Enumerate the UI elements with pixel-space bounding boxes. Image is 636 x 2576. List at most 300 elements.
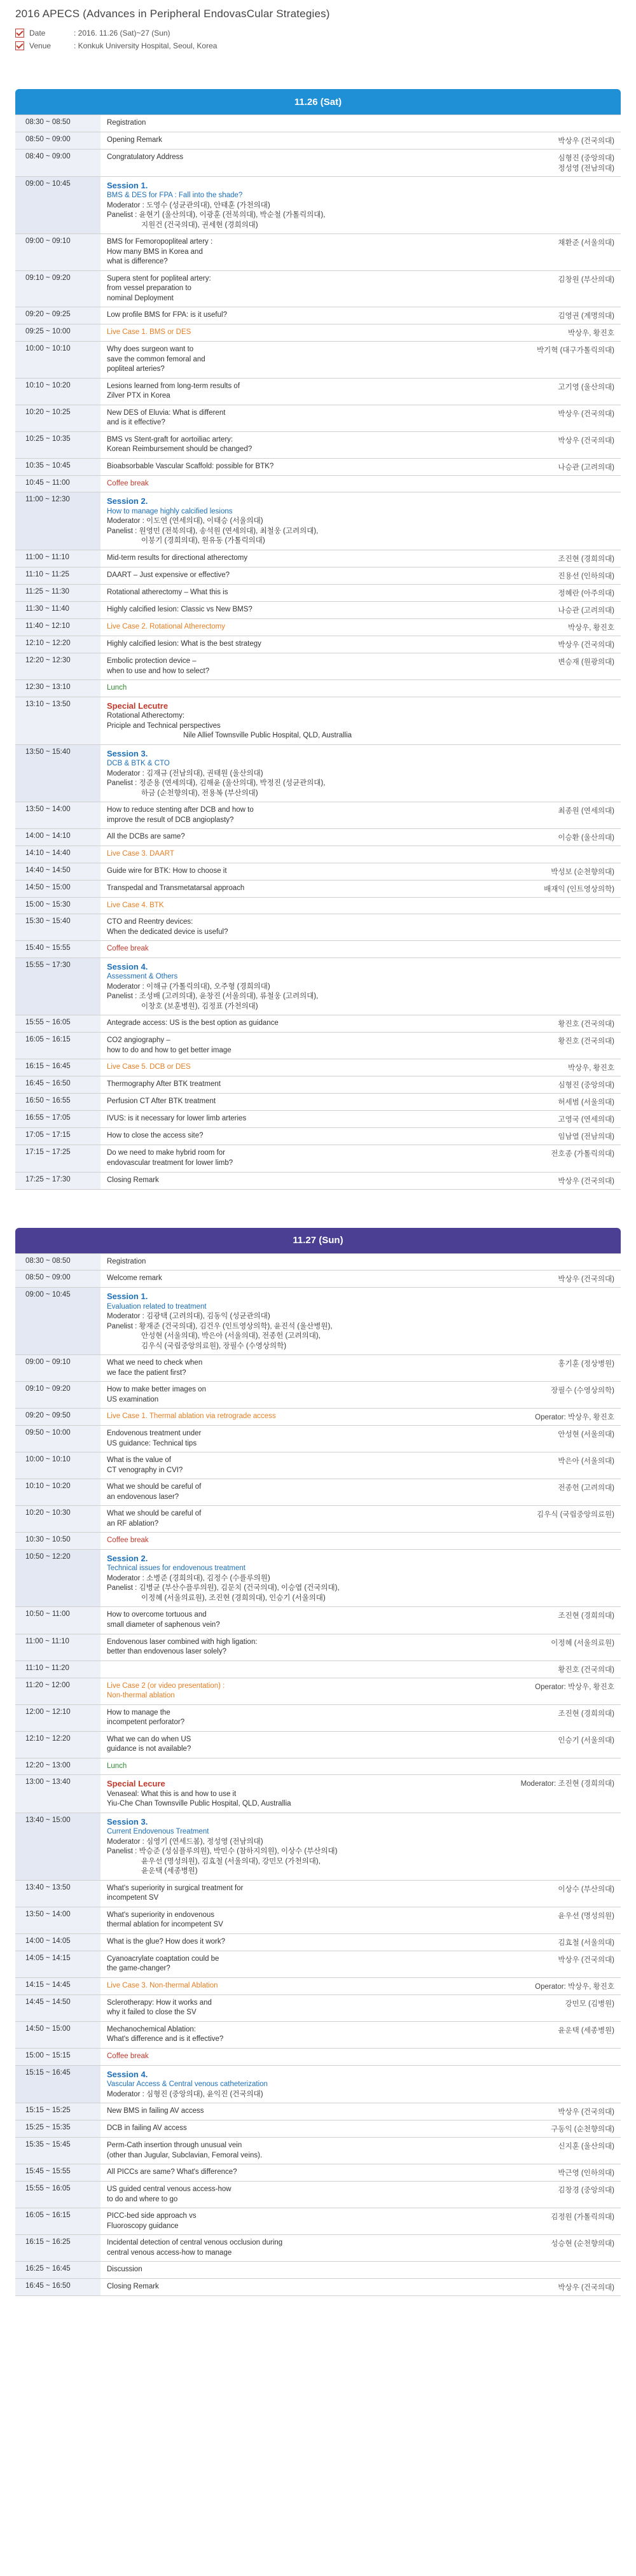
schedule-row	[15, 1271, 621, 1288]
speaker-line: 박상우 (건국의대)	[558, 1956, 614, 1964]
schedule-row	[15, 1452, 621, 1479]
row-content	[100, 150, 513, 176]
row-speaker	[513, 307, 621, 324]
session-subtitle: Vascular Access & Central venous catheterization	[107, 2080, 268, 2089]
row-speaker	[513, 1409, 621, 1425]
row-time: 16:15 ~ 16:45	[15, 1059, 100, 1076]
schedule-row	[15, 602, 621, 619]
row-time: 11:00 ~ 11:10	[15, 1634, 100, 1660]
row-speaker	[513, 602, 621, 618]
row-text-line: nominal Deployment	[107, 294, 174, 302]
row-text-line: Moderator : 심형진 (중앙의대), 윤익진 (건국의대)	[107, 2090, 263, 2098]
row-text-line: Mechanochemical Ablation:	[107, 2025, 196, 2033]
row-content	[100, 653, 513, 679]
row-content	[100, 567, 513, 584]
row-time: 10:35 ~ 10:45	[15, 459, 100, 475]
speaker-line: 심형진 (중앙의대)	[558, 154, 614, 162]
row-text-line: Live Case 2. Rotational Atherectomy	[107, 622, 226, 630]
row-speaker	[513, 2279, 621, 2295]
row-speaker	[513, 1732, 621, 1758]
row-time: 15:00 ~ 15:30	[15, 898, 100, 914]
row-speaker	[513, 1426, 621, 1452]
session-title: Session 3.	[107, 1816, 148, 1827]
row-time: 13:50 ~ 14:00	[15, 802, 100, 828]
row-time: 09:00 ~ 10:45	[15, 1288, 100, 1354]
row-text-line: we face the patient first?	[107, 1368, 186, 1377]
row-text-line: an endovenous laser?	[107, 1493, 179, 1501]
schedule-row	[15, 2262, 621, 2279]
row-text-line: CT venography in CVI?	[107, 1466, 183, 1474]
row-text-line: Incidental detection of central venous occlusion during	[107, 2239, 283, 2247]
row-speaker	[513, 1288, 621, 1354]
row-time: 15:30 ~ 15:40	[15, 914, 100, 940]
row-text-line: How to reduce stenting after DCB and how to	[107, 806, 254, 814]
schedule-row	[15, 324, 621, 342]
row-speaker	[513, 1995, 621, 2021]
row-time: 14:00 ~ 14:05	[15, 1934, 100, 1951]
row-content	[100, 492, 513, 550]
schedule-row	[15, 1661, 621, 1678]
row-content	[100, 177, 513, 234]
row-content	[100, 680, 513, 697]
row-time: 08:30 ~ 08:50	[15, 115, 100, 132]
row-time: 11:10 ~ 11:25	[15, 567, 100, 584]
row-text-line: Non-thermal ablation	[107, 1692, 175, 1700]
row-content	[100, 2262, 513, 2278]
row-text-line: What is the glue? How does it work?	[107, 1937, 226, 1946]
row-text-line: What we need to check when	[107, 1359, 203, 1367]
row-content	[100, 271, 513, 307]
page-title: 2016 APECS (Advances in Peripheral EndovasCular Strategies)	[15, 8, 330, 20]
row-content	[100, 2279, 513, 2295]
row-content	[100, 585, 513, 601]
row-text-line: 하금 (순천향의대), 전용복 (부산의대)	[141, 789, 258, 797]
row-text-line: Live Case 1. BMS or DES	[107, 328, 191, 337]
schedule-row	[15, 745, 621, 803]
row-text-line: Cyanoacrylate coaptation could be	[107, 1954, 219, 1963]
row-speaker	[513, 1382, 621, 1408]
row-time: 08:50 ~ 09:00	[15, 1271, 100, 1287]
row-time: 10:00 ~ 10:10	[15, 1452, 100, 1479]
row-time: 11:10 ~ 11:20	[15, 1661, 100, 1678]
row-content	[100, 941, 513, 957]
schedule-row	[15, 2164, 621, 2182]
row-text-line: US guidance: Technical tips	[107, 1439, 197, 1447]
row-content	[100, 898, 513, 914]
row-text-line: Rotational atherectomy – What this is	[107, 588, 228, 596]
row-text-line: When the dedicated device is useful?	[107, 928, 228, 936]
schedule-row	[15, 802, 621, 829]
row-content	[100, 1758, 513, 1775]
row-content	[100, 1978, 513, 1995]
row-time: 10:10 ~ 10:20	[15, 379, 100, 405]
row-content	[100, 1094, 513, 1110]
row-content	[100, 745, 513, 802]
row-text-line: Thermography After BTK treatment	[107, 1080, 221, 1089]
row-speaker	[513, 379, 621, 405]
row-speaker	[513, 1634, 621, 1660]
session-subtitle: DCB & BTK & CTO	[107, 760, 170, 768]
schedule-row	[15, 1479, 621, 1506]
session-subtitle: How to manage highly calcified lesions	[107, 507, 233, 515]
day-header-sunday: 11.27 (Sun)	[15, 1228, 621, 1253]
speaker-line: 심형진 (중앙의대)	[558, 1082, 614, 1090]
row-text-line: central venous access-how to manage	[107, 2248, 232, 2257]
row-time: 09:20 ~ 09:50	[15, 1409, 100, 1425]
row-content	[100, 2182, 513, 2208]
row-text-line: Panelist : 황재준 (건국의대), 김건우 (인트영상의학), 윤진석 (울산병원),	[107, 1322, 333, 1330]
row-time: 12:20 ~ 12:30	[15, 653, 100, 679]
row-text-line: Live Case 5. DCB or DES	[107, 1063, 191, 1071]
row-time: 12:30 ~ 13:10	[15, 680, 100, 697]
speaker-line: 박상우 (건국의대)	[558, 410, 614, 418]
day-sunday	[15, 1228, 621, 2296]
row-time: 09:00 ~ 09:10	[15, 234, 100, 270]
speaker-line: 황진호 (건국의대)	[558, 1038, 614, 1046]
speaker-line: 조진현 (경희의대)	[558, 1709, 614, 1718]
row-time: 11:00 ~ 12:30	[15, 492, 100, 550]
schedule-row	[15, 914, 621, 941]
row-time: 15:15 ~ 16:45	[15, 2066, 100, 2103]
row-speaker	[513, 550, 621, 567]
row-text-line: Discussion	[107, 2266, 142, 2274]
schedule-row	[15, 307, 621, 324]
row-speaker	[513, 881, 621, 897]
row-time: 13:00 ~ 13:40	[15, 1775, 100, 1813]
speaker-line: 정성영 (전남의대)	[558, 164, 614, 172]
row-content	[100, 2138, 513, 2164]
row-content	[100, 1426, 513, 1452]
speaker-line: 김효철 (서울의대)	[558, 1939, 614, 1947]
row-text-line: to do and where to go	[107, 2195, 178, 2203]
row-speaker	[513, 1033, 621, 1059]
row-content	[100, 846, 513, 863]
row-time: 12:20 ~ 13:00	[15, 1758, 100, 1775]
row-time: 11:40 ~ 12:10	[15, 619, 100, 636]
schedule-row	[15, 1409, 621, 1426]
row-text-line: the game-changer?	[107, 1965, 170, 1973]
row-content	[100, 1934, 513, 1951]
row-content	[100, 132, 513, 149]
row-text-line: Bioabsorbable Vascular Scaffold: possible for BTK?	[107, 462, 274, 470]
row-text-line: 지원건 (건국의대), 권세현 (경희의대)	[141, 221, 258, 229]
row-speaker	[513, 432, 621, 458]
row-time: 11:00 ~ 11:10	[15, 550, 100, 567]
row-speaker	[513, 829, 621, 846]
row-text-line: Do we need to make hybrid room for	[107, 1149, 226, 1157]
row-text-line: save the common femoral and	[107, 355, 205, 363]
row-speaker	[513, 1015, 621, 1032]
row-speaker	[513, 2235, 621, 2261]
row-time: 14:00 ~ 14:10	[15, 829, 100, 846]
schedule-row	[15, 1426, 621, 1452]
row-text-line: Korean Reimbursement should be changed?	[107, 445, 252, 454]
speaker-line: 박근영 (인하의대)	[558, 2169, 614, 2178]
speaker-line: Operator: 박상우, 황진호	[535, 1982, 614, 1991]
row-content	[100, 1059, 513, 1076]
row-content	[100, 1111, 513, 1127]
row-time: 10:20 ~ 10:30	[15, 1506, 100, 1532]
schedule-row	[15, 177, 621, 235]
row-text-line: Highly calcified lesion: What is the best strategy	[107, 639, 261, 648]
row-text-line: US guided central venous access-how	[107, 2185, 232, 2194]
row-time: 14:50 ~ 15:00	[15, 881, 100, 897]
row-text-line: Perm-Cath insertion through unusual vein	[107, 2141, 242, 2150]
row-text-line: improve the result of DCB angioplasty?	[107, 816, 234, 824]
row-text-line: Coffee break	[107, 2052, 149, 2060]
row-content	[100, 1550, 513, 1607]
row-content	[100, 1145, 513, 1171]
row-speaker	[513, 2182, 621, 2208]
row-speaker	[513, 1607, 621, 1633]
row-time: 15:55 ~ 16:05	[15, 2182, 100, 2208]
row-content	[100, 1607, 513, 1633]
row-time: 08:50 ~ 09:00	[15, 132, 100, 149]
row-speaker	[513, 1978, 621, 1995]
schedule-row	[15, 550, 621, 567]
row-text-line: Moderator : 김광택 (고려의대), 김동익 (성균관의대)	[107, 1312, 270, 1321]
session-subtitle: BMS & DES for FPA : Fall into the shade?	[107, 191, 243, 200]
row-text-line: why it failed to close the SV	[107, 2009, 197, 2017]
schedule-row	[15, 1732, 621, 1758]
row-text-line: Coffee break	[107, 479, 149, 487]
schedule-row	[15, 432, 621, 459]
schedule-row	[15, 1758, 621, 1776]
row-content	[100, 1732, 513, 1758]
speaker-line: 박상우, 황진호	[567, 330, 614, 338]
speaker-line: 박상우 (건국의대)	[558, 1276, 614, 1284]
row-text-line: Zilver PTX in Korea	[107, 392, 170, 400]
row-content	[100, 459, 513, 475]
row-content	[100, 1775, 513, 1813]
row-time: 12:10 ~ 12:20	[15, 1732, 100, 1758]
row-text-line: How many BMS in Korea and	[107, 247, 203, 256]
schedule-row	[15, 1934, 621, 1951]
row-time: 09:10 ~ 09:20	[15, 1382, 100, 1408]
speaker-line: 구동익 (순천향의대)	[551, 2126, 614, 2134]
row-time: 10:10 ~ 10:20	[15, 1479, 100, 1505]
speaker-line: Operator: 박상우, 황진호	[535, 1414, 614, 1422]
speaker-line: 윤우선 (명성의원)	[558, 1912, 614, 1920]
row-content	[100, 802, 513, 828]
row-text-line: popliteal arteries?	[107, 365, 165, 373]
row-time: 16:55 ~ 17:05	[15, 1111, 100, 1127]
row-speaker	[513, 342, 621, 378]
speaker-line: 김창원 (부산의대)	[558, 275, 614, 284]
speaker-line: 김정원 (가톨릭의대)	[551, 2213, 614, 2222]
row-content	[100, 1661, 513, 1678]
row-speaker	[513, 1094, 621, 1110]
row-time: 15:55 ~ 17:30	[15, 958, 100, 1015]
speaker-line: 이상수 (부산의대)	[558, 1885, 614, 1893]
row-text-line: incompetent SV	[107, 1894, 159, 1902]
schedule-row	[15, 619, 621, 636]
row-text-line: (other than Jugular, Subclavian, Femoral veins).	[107, 2151, 263, 2159]
row-time: 14:45 ~ 14:50	[15, 1995, 100, 2021]
schedule-row	[15, 567, 621, 585]
row-text-line: Endovenous laser combined with high ligation:	[107, 1638, 258, 1646]
row-content	[100, 1678, 513, 1704]
row-time: 10:50 ~ 11:00	[15, 1607, 100, 1633]
row-time: 15:00 ~ 15:15	[15, 2049, 100, 2065]
schedule-row	[15, 1995, 621, 2022]
row-time: 11:30 ~ 11:40	[15, 602, 100, 618]
row-speaker	[513, 1128, 621, 1145]
schedule-row	[15, 1775, 621, 1813]
row-content	[100, 234, 513, 270]
row-speaker	[513, 2022, 621, 2048]
row-time: 14:15 ~ 14:45	[15, 1978, 100, 1995]
row-content	[100, 1881, 513, 1907]
row-text-line: Panelist : 정준용 (연세의대), 김해윤 (울산의대), 박정진 (성균관의대),	[107, 779, 326, 788]
row-speaker	[513, 476, 621, 492]
row-text-line: CTO and Reentry devices:	[107, 918, 193, 926]
speaker-line: 안성현 (서울의대)	[558, 1431, 614, 1439]
row-content	[100, 1995, 513, 2021]
schedule-row	[15, 1355, 621, 1382]
speaker-line: 김우식 (국립중앙의료원)	[537, 1511, 614, 1519]
row-content	[100, 324, 513, 341]
row-time: 09:25 ~ 10:00	[15, 324, 100, 341]
schedule-row	[15, 958, 621, 1016]
schedule-row	[15, 1951, 621, 1978]
schedule-row	[15, 459, 621, 476]
row-text-line: Moderator : 김재규 (전남의대), 권태원 (울산의대)	[107, 769, 263, 777]
row-content	[100, 1076, 513, 1093]
schedule-row	[15, 1033, 621, 1059]
row-speaker	[513, 2208, 621, 2234]
speaker-line: 이정혜 (서울의료원)	[551, 1639, 614, 1647]
row-text-line: PICC-bed side approach vs	[107, 2212, 197, 2220]
row-time: 11:25 ~ 11:30	[15, 585, 100, 601]
row-speaker	[513, 1934, 621, 1951]
row-text-line: DAART – Just expensive or effective?	[107, 571, 230, 579]
row-time: 16:05 ~ 16:15	[15, 1033, 100, 1059]
row-text-line: Yiu-Che Chan Townsville Public Hospital, QLD, Australlia	[107, 1800, 291, 1808]
row-content	[100, 1288, 513, 1354]
row-content	[100, 307, 513, 324]
row-text-line: small diameter of saphenous vein?	[107, 1620, 220, 1629]
schedule-row	[15, 1533, 621, 1550]
row-text-line: Fluoroscopy guidance	[107, 2222, 179, 2230]
row-text-line: What's superiority in surgical treatment for	[107, 1884, 244, 1892]
row-text-line: Panelist : 김병균 (부산수플루의원), 김문치 (건국의대), 이승엽 (건국의대),	[107, 1584, 340, 1592]
session-title: Session 4.	[107, 961, 148, 971]
row-speaker	[513, 745, 621, 802]
row-time: 09:00 ~ 10:45	[15, 177, 100, 234]
row-content	[100, 881, 513, 897]
speaker-line: 조진현 (경희의대)	[558, 1612, 614, 1620]
row-text-line: CO2 angiography –	[107, 1036, 170, 1045]
row-time: 10:30 ~ 10:50	[15, 1533, 100, 1549]
session-subtitle: Current Endovenous Treatment	[107, 1828, 209, 1836]
speaker-line: 전종헌 (고려의대)	[558, 1484, 614, 1493]
speaker-line: 신지훈 (울산의대)	[558, 2143, 614, 2151]
schedule-row	[15, 1015, 621, 1033]
row-text-line: thermal ablation for incompetent SV	[107, 1921, 223, 1929]
header-area	[0, 0, 636, 89]
row-content	[100, 958, 513, 1015]
row-time: 17:15 ~ 17:25	[15, 1145, 100, 1171]
row-text-line: Panelist : 원영민 (전북의대), 송석원 (연세의대), 최철웅 (고려의대),	[107, 527, 319, 535]
speaker-line: 박은아 (서울의대)	[558, 1458, 614, 1466]
session-title: Session 4.	[107, 2069, 148, 2079]
speaker-line: 나승관 (고려의대)	[558, 606, 614, 615]
row-speaker	[513, 898, 621, 914]
row-text-line: Moderator : 이해규 (가톨릭의대), 오주형 (경희의대)	[107, 982, 270, 991]
speaker-line: 배재익 (인트영상의학)	[544, 885, 614, 893]
speaker-line: 김영권 (계명의대)	[558, 312, 614, 321]
row-content	[100, 1533, 513, 1549]
schedule-row	[15, 1173, 621, 1190]
row-content	[100, 2164, 513, 2181]
row-content	[100, 1033, 513, 1059]
row-content	[100, 602, 513, 618]
schedule-row	[15, 1813, 621, 1881]
row-text-line: Highly calcified lesion: Classic vs New BMS?	[107, 605, 252, 613]
row-text-line: DCB in failing AV access	[107, 2124, 187, 2133]
speaker-line: 강민모 (김병원)	[565, 2000, 614, 2008]
schedule-row	[15, 1678, 621, 1705]
row-text-line: Coffee break	[107, 1536, 149, 1545]
speaker-line: 윤운택 (세종병원)	[558, 2026, 614, 2035]
row-text-line: What we should be careful of	[107, 1483, 202, 1491]
row-text-line: Perfusion CT After BTK treatment	[107, 1097, 216, 1106]
row-text-line: Antegrade access: US is the best option as guidance	[107, 1019, 279, 1027]
speaker-line: 박상우 (건국의대)	[558, 2283, 614, 2292]
special-lecture-title: Special Lecutre	[107, 700, 169, 711]
speaker-line: 최종원 (연세의대)	[558, 807, 614, 816]
row-text-line: Moderator : 이도연 (연세의대), 이태승 (서울의대)	[107, 517, 263, 526]
speaker-line: 황진호 (건국의대)	[558, 1666, 614, 1674]
row-time: 10:20 ~ 10:25	[15, 405, 100, 431]
row-text-line: and is it effective?	[107, 419, 165, 427]
row-text-line: Live Case 3. DAART	[107, 850, 174, 858]
row-speaker	[513, 1533, 621, 1549]
row-content	[100, 1951, 513, 1977]
speaker-line: 박상우 (건국의대)	[558, 137, 614, 145]
row-time: 15:45 ~ 15:55	[15, 2164, 100, 2181]
meta-venue-value: : Konkuk University Hospital, Seoul, Korea	[74, 41, 218, 50]
meta-list	[15, 27, 621, 52]
row-text-line: How to manage the	[107, 1708, 170, 1716]
row-text-line: How to close the access site?	[107, 1132, 204, 1140]
row-speaker	[513, 1271, 621, 1287]
meta-date	[15, 27, 621, 39]
row-speaker	[513, 1506, 621, 1532]
schedule-row	[15, 271, 621, 308]
schedule-row	[15, 1145, 621, 1172]
row-text-line: Closing Remark	[107, 1176, 159, 1184]
row-text-line: endovascular treatment for lower limb?	[107, 1159, 233, 1167]
row-text-line: what is difference?	[107, 258, 168, 266]
row-text-line: New DES of Eluvia: What is different	[107, 408, 226, 417]
row-speaker	[513, 1111, 621, 1127]
row-content	[100, 636, 513, 653]
schedule-row	[15, 2066, 621, 2104]
row-time: 14:05 ~ 14:15	[15, 1951, 100, 1977]
row-speaker	[513, 1145, 621, 1171]
schedule-row	[15, 1607, 621, 1634]
schedule-row	[15, 1128, 621, 1145]
row-speaker	[513, 941, 621, 957]
row-content	[100, 1271, 513, 1287]
row-text-line: How to make better images on	[107, 1386, 206, 1394]
row-content	[100, 1506, 513, 1532]
schedule-row	[15, 1705, 621, 1732]
row-time: 15:25 ~ 15:35	[15, 2120, 100, 2137]
schedule-row	[15, 881, 621, 898]
